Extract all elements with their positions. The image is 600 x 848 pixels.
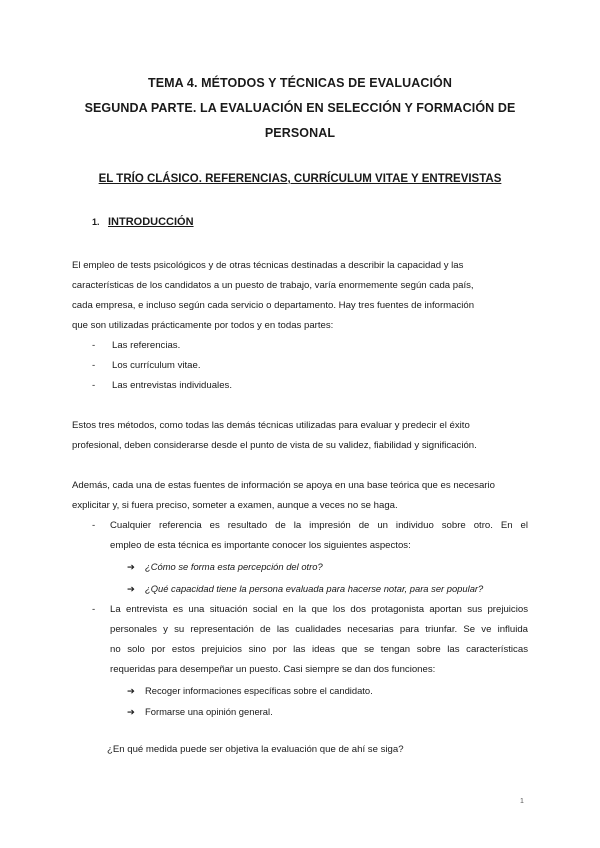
paragraph-line: El empleo de tests psicológicos y de otras técnicas destinadas a describir la capacidad y las xyxy=(72,260,464,271)
list-item xyxy=(92,376,232,396)
title-line-2: SEGUNDA PARTE. LA EVALUACIÓN EN SELECCIÓN Y FORMACIÓN DE xyxy=(84,101,516,115)
theory-paragraph xyxy=(72,476,528,516)
title-line-3: PERSONAL xyxy=(264,126,336,140)
arrow-right-icon: ➔ xyxy=(127,583,135,594)
list-item-text: Las referencias. xyxy=(112,340,181,351)
list-item-line: La entrevista es una situación social en la que los dos protagonista aportan sus prejuicios xyxy=(110,604,528,615)
arrow-item xyxy=(127,579,483,599)
list-item-line: empleo de esta técnica es importante conocer los siguientes aspectos: xyxy=(110,540,411,551)
arrow-right-icon: ➔ xyxy=(127,706,135,717)
arrow-item xyxy=(127,702,273,722)
dash-bullet: - xyxy=(92,380,96,391)
closing-question: ¿En qué medida puede ser objetiva la evaluación que de ahí se siga? xyxy=(107,744,404,755)
page-number: 1 xyxy=(520,798,524,805)
paragraph-line: profesional, deben considerarse desde el punto de vista de su validez, fiabilidad y significación. xyxy=(72,440,477,451)
arrow-right-icon: ➔ xyxy=(127,561,135,572)
arrow-item-text: Formarse una opinión general. xyxy=(145,706,273,717)
paragraph-line: explicitar y, si fuera preciso, someter a examen, aunque a veces no se haga. xyxy=(72,500,398,511)
validity-paragraph xyxy=(72,416,528,456)
paragraph-line: cada empresa, e incluso según cada servicio o departamento. Hay tres fuentes de información xyxy=(72,300,475,311)
paragraph-line: características de los candidatos a un puesto de trabajo, varía enormemente según cada país, xyxy=(72,280,474,291)
list-item-text: Los currículum vitae. xyxy=(112,360,201,371)
section-title: INTRODUCCIÓN xyxy=(108,216,194,228)
list-item-line: no solo por estos prejuicios sino por las ideas que se tengan sobre las características xyxy=(110,644,528,655)
arrow-item xyxy=(127,557,323,577)
list-item xyxy=(92,356,201,376)
list-item-line: requeridas para desempeñar un puesto. Casi siempre se dan dos funciones: xyxy=(110,664,436,675)
dash-bullet: - xyxy=(92,360,96,371)
section-number: 1. xyxy=(92,217,100,227)
section-heading xyxy=(92,216,194,228)
list-item-text: Las entrevistas individuales. xyxy=(112,380,232,391)
arrow-item xyxy=(127,681,373,701)
dash-bullet: - xyxy=(92,340,96,351)
list-item xyxy=(92,336,180,356)
paragraph-line: Además, cada una de estas fuentes de información se apoya en una base teórica que es necesario xyxy=(72,480,495,491)
arrow-item-text: ¿Cómo se forma esta percepción del otro? xyxy=(145,561,323,572)
intro-paragraph xyxy=(72,256,528,336)
title-line-1: TEMA 4. MÉTODOS Y TÉCNICAS DE EVALUACIÓN xyxy=(147,76,453,90)
subtitle: EL TRÍO CLÁSICO. REFERENCIAS, CURRÍCULUM VITAE Y ENTREVISTAS xyxy=(98,173,502,185)
paragraph-line: Estos tres métodos, como todas las demás técnicas utilizadas para evaluar y predecir el éxito xyxy=(72,420,470,431)
dash-bullet: - xyxy=(92,604,96,615)
list-item-line: personales y su representación de las cualidades necesarias para triunfar. Se ve influida xyxy=(110,624,528,635)
dash-bullet: - xyxy=(92,520,96,531)
arrow-item-text: Recoger informaciones específicas sobre el candidato. xyxy=(145,685,373,696)
arrow-item-text: ¿Qué capacidad tiene la persona evaluada para hacerse notar, para ser popular? xyxy=(145,583,484,594)
paragraph-line: que son utilizadas prácticamente por todos y en todas partes: xyxy=(72,320,334,331)
arrow-right-icon: ➔ xyxy=(127,685,135,696)
list-item-line: Cualquier referencia es resultado de la impresión de un individuo sobre otro. En el xyxy=(110,520,528,531)
